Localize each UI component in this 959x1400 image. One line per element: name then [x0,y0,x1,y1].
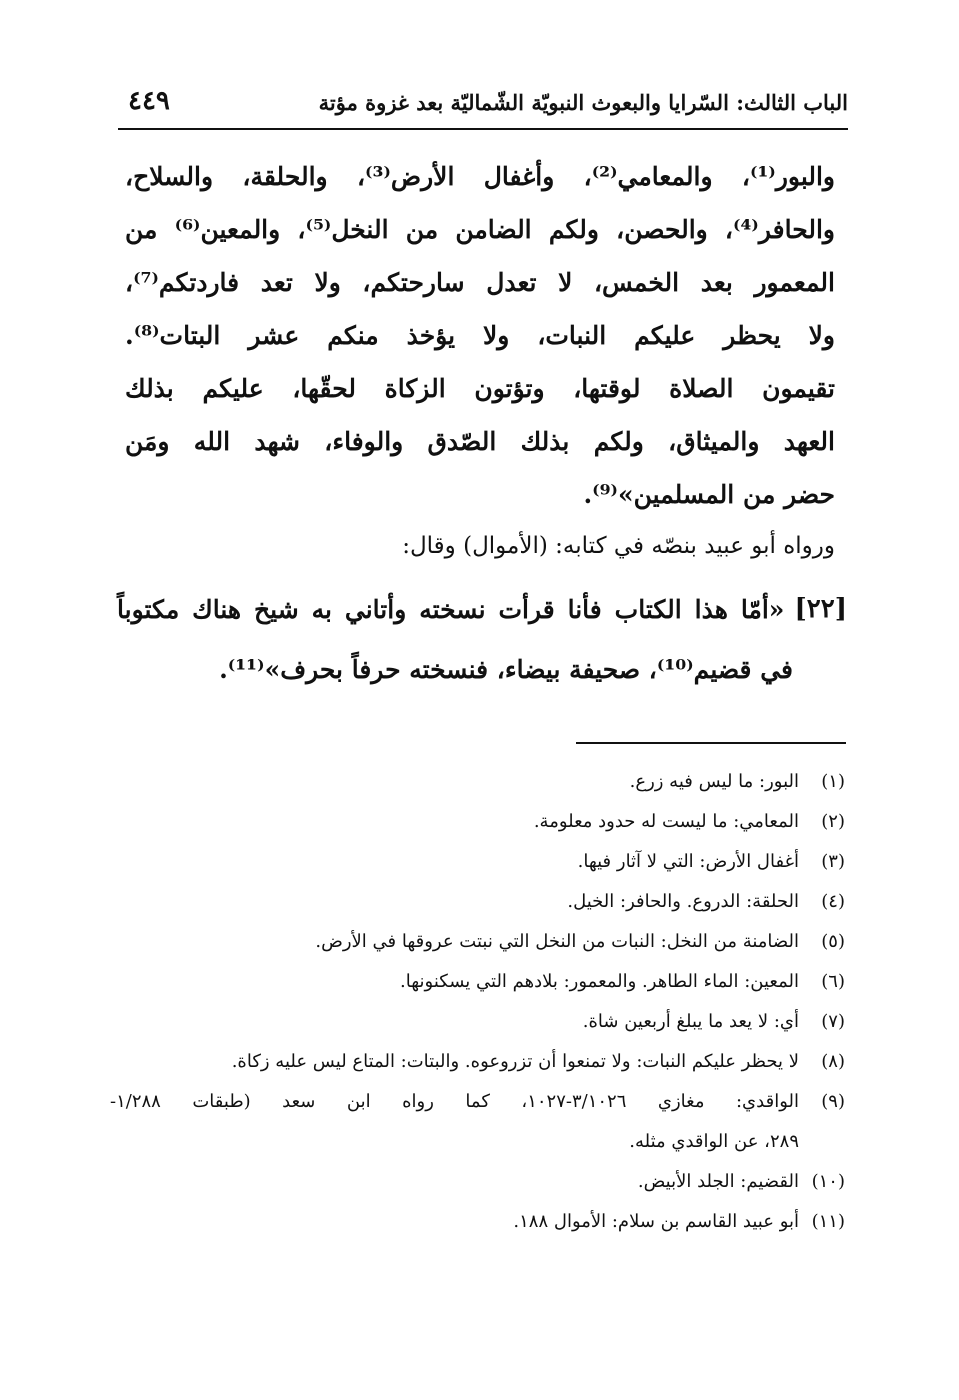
footnote-number: (٣) [821,851,845,872]
footnote-number: (١) [821,771,845,792]
footnote-text: أي: لا يعد ما يبلغ أربعين شاة. [582,1011,799,1032]
footnote-number: (٧) [821,1011,845,1032]
footnote-text: الحلقة: الدروع. والحافر: الخيل. [567,891,799,912]
page-number: ٤٤٩ [128,86,170,116]
text-line: المعمور بعد الخمس، لا تعدل سارحتكم، ولا تعد فاردتكم⁽⁷⁾، [125,268,835,297]
footnote-separator [576,742,846,744]
hadith-line: في قضيم⁽¹⁰⁾، صحيفة بيضاء، فنسخته حرفاً بحرف»⁽¹¹⁾. [219,655,793,684]
running-header [118,82,848,130]
footnote [110,842,845,882]
footnote [110,1002,845,1042]
text-line: ولا يحظر عليكم النبات، ولا يؤخذ منكم عشر البتات⁽⁸⁾. [125,321,835,350]
footnote [110,802,845,842]
footnote-text: أغفال الأرض: التي لا آثار فيها. [577,851,799,872]
footnote [110,1082,845,1122]
footnote-text: لا يحظر عليكم النبات: ولا تمنعوا أن تزروعوه. والبتات: المتاع ليس عليه زكاة. [231,1051,799,1072]
footnote-number: (٨) [821,1051,845,1072]
footnote-number: (٩) [821,1091,845,1112]
footnote-number: (١٠) [811,1171,845,1192]
narration-note: ورواه أبو عبيد بنصّه في كتابه: (الأموال) وقال: [402,533,835,559]
footnote-text: الضامنة من النخل: النبات من النخل التي نبتت عروقها في الأرض. [315,931,799,952]
hadith-number: [٢٢] [794,594,847,624]
text-line: والبور⁽¹⁾، والمعامي⁽²⁾، وأغفال الأرض⁽³⁾، والحلقة، والسلاح، [125,162,836,191]
footnote [110,882,845,922]
hadith-block [117,578,847,700]
footnote-number: (٥) [821,931,845,952]
footnote-text: أبو عبيد القاسم بن سلام: الأموال ١٨٨. [513,1211,799,1232]
footnote-number: (١١) [811,1211,845,1232]
footnote-text: المعامي: ما ليست له حدود معلومة. [533,811,799,832]
footnote-text: الواقدي: مغازي ٣/١٠٢٦-١٠٢٧، كما رواه ابن سعد (طبقات ١/٢٨٨- [110,1091,799,1112]
text-line: والحافر⁽⁴⁾، والحصن، ولكم الضامن من النخل⁽⁵⁾، والمعين⁽⁶⁾ من [125,215,835,244]
footnote [110,1162,845,1202]
footnote [110,1042,845,1082]
text-line: تقيمون الصلاة لوقتها، وتؤتون الزكاة لحقّها، عليكم بذلك [125,374,835,403]
footnote-text: المعين: الماء الطاهر. والمعمور: بلادهم التي يسكنونها. [400,971,799,992]
footnote [110,1202,845,1242]
chapter-title: الباب الثالث: السّرايا والبعوث النبويّة الشّماليّة بعد غزوة مؤتة [318,90,848,115]
footnotes [110,762,845,1242]
main-text [125,150,835,571]
footnote [110,962,845,1002]
footnote-number: (٦) [821,971,845,992]
footnote-number: (٤) [821,891,845,912]
footnote-continuation: ٢٨٩، عن الواقدي مثله. [629,1131,799,1152]
footnote-number: (٢) [821,811,845,832]
footnote [110,762,845,802]
footnote [110,922,845,962]
hadith-line: «أمّا هذا الكتاب فأنا قرأت نسخته وأتاني به شيخ هناك مكتوباً [117,594,785,624]
footnote-text: القضيم: الجلد الأبيض. [637,1171,799,1192]
footnote-text: البور: ما ليس فيه زرع. [629,771,799,792]
text-line: العهد والميثاق، ولكم بذلك الصّدق والوفاء، شهد الله ومَن [125,427,835,456]
hadith-first-row [117,578,847,640]
text-line: حضر من المسلمين»⁽⁹⁾. [583,480,835,509]
